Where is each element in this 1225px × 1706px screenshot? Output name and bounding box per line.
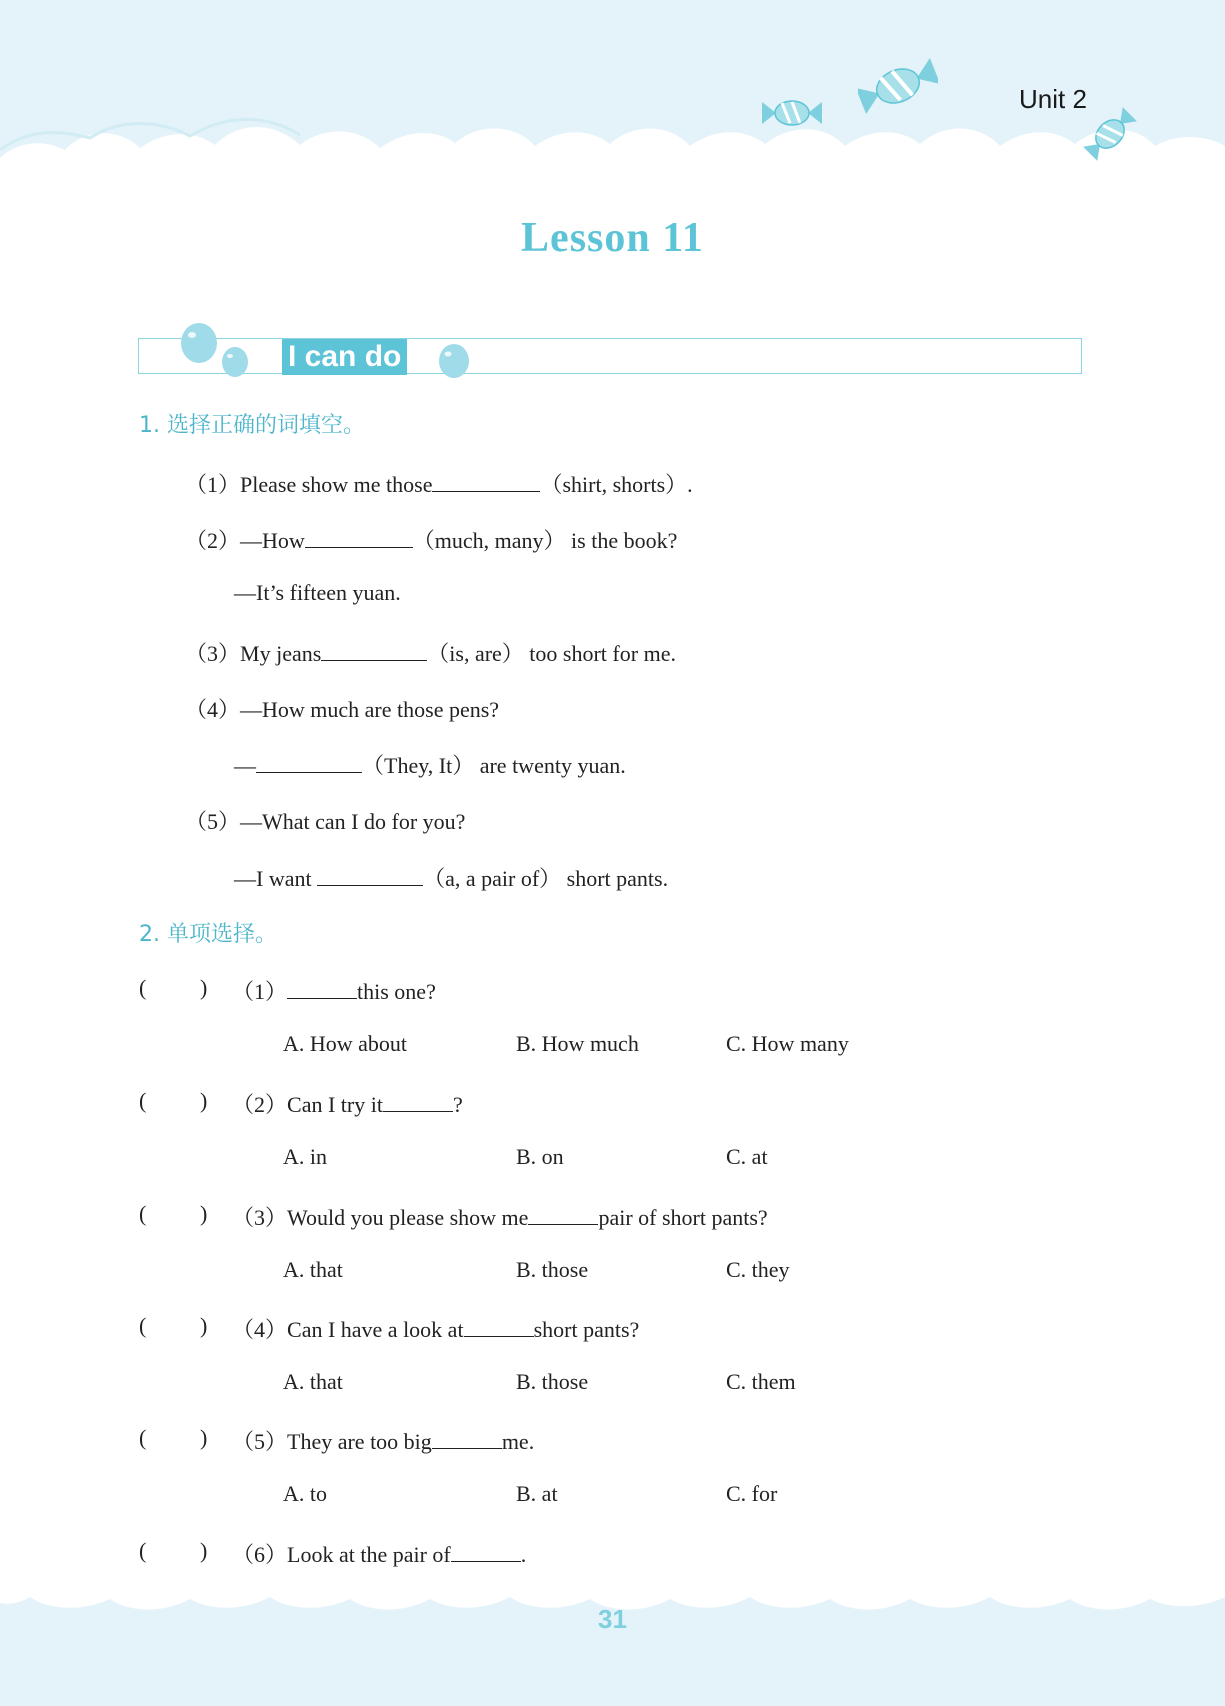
- option-a[interactable]: A. to: [283, 1481, 327, 1506]
- option-b[interactable]: B. on: [516, 1144, 564, 1169]
- answer-blank[interactable]: [528, 1204, 598, 1225]
- answer-paren-open: (: [139, 1088, 147, 1113]
- answer-blank[interactable]: [305, 527, 413, 548]
- unit-label: Unit 2: [1019, 84, 1087, 114]
- option-b[interactable]: B. How much: [516, 1031, 639, 1056]
- answer-blank[interactable]: [287, 978, 357, 999]
- candy-icon: [762, 94, 822, 132]
- answer-paren-close: ): [200, 1538, 208, 1563]
- answer-blank[interactable]: [317, 865, 423, 886]
- answer-paren-close: ): [200, 1425, 208, 1450]
- option-b[interactable]: B. those: [516, 1257, 589, 1282]
- answer-paren-open: (: [139, 1313, 147, 1338]
- answer-blank[interactable]: [464, 1316, 534, 1337]
- answer-paren-close: ): [200, 1088, 208, 1113]
- option-b[interactable]: B. those: [516, 1369, 589, 1394]
- question-text: （6）Look at the pair of .: [232, 1542, 527, 1567]
- question-text: （3）Would you please show me pair of short pants?: [232, 1205, 768, 1230]
- list-item: — （They, It） are twenty yuan.: [234, 753, 626, 778]
- page-number: 31: [598, 1604, 627, 1634]
- answer-blank[interactable]: [321, 640, 427, 661]
- section-header-box: [138, 338, 1082, 374]
- option-a[interactable]: A. in: [283, 1144, 327, 1169]
- answer-paren-close: ): [200, 1201, 208, 1226]
- balloon-icon: [220, 347, 250, 383]
- question-text: （5）They are too big me.: [232, 1429, 535, 1454]
- option-c[interactable]: C. for: [726, 1481, 778, 1506]
- balloon-icon: [437, 344, 471, 384]
- option-c[interactable]: C. at: [726, 1144, 768, 1169]
- list-item: （2）—How （much, many） is the book?: [185, 528, 678, 553]
- option-a[interactable]: A. that: [283, 1257, 343, 1282]
- lesson-title: Lesson 11: [521, 215, 704, 261]
- answer-blank[interactable]: [451, 1541, 521, 1562]
- answer-blank[interactable]: [383, 1091, 453, 1112]
- option-a[interactable]: A. How about: [283, 1031, 408, 1056]
- list-item: —I want （a, a pair of） short pants.: [234, 866, 669, 891]
- answer-paren-open: (: [139, 1538, 147, 1563]
- list-item: —It’s fifteen yuan.: [234, 580, 401, 605]
- question-text: （1） this one?: [232, 979, 436, 1004]
- answer-paren-open: (: [139, 1201, 147, 1226]
- list-item: （5）—What can I do for you?: [185, 809, 466, 834]
- option-c[interactable]: C. they: [726, 1257, 790, 1282]
- question-text: （4）Can I have a look at short pants?: [232, 1317, 640, 1342]
- balloon-icon: [178, 322, 220, 370]
- question-text: （2）Can I try it ?: [232, 1092, 463, 1117]
- answer-paren-open: (: [139, 1425, 147, 1450]
- answer-paren-close: ): [200, 1313, 208, 1338]
- part1-heading: 1. 选择正确的词填空。: [139, 413, 365, 438]
- answer-paren-open: (: [139, 975, 147, 1000]
- section-label: I can do: [282, 339, 407, 375]
- part2-heading: 2. 单项选择。: [139, 922, 277, 947]
- option-c[interactable]: C. How many: [726, 1031, 849, 1056]
- list-item: （1）Please show me those （shirt, shorts）.: [185, 472, 693, 497]
- answer-blank[interactable]: [432, 471, 540, 492]
- option-b[interactable]: B. at: [516, 1481, 558, 1506]
- option-a[interactable]: A. that: [283, 1369, 343, 1394]
- list-item: （4）—How much are those pens?: [185, 697, 500, 722]
- option-c[interactable]: C. them: [726, 1369, 796, 1394]
- list-item: （3）My jeans （is, are） too short for me.: [185, 641, 676, 666]
- answer-blank[interactable]: [256, 752, 362, 773]
- candy-icon: [1080, 104, 1140, 164]
- answer-paren-close: ): [200, 975, 208, 1000]
- answer-blank[interactable]: [432, 1428, 502, 1449]
- candy-icon: [858, 58, 938, 114]
